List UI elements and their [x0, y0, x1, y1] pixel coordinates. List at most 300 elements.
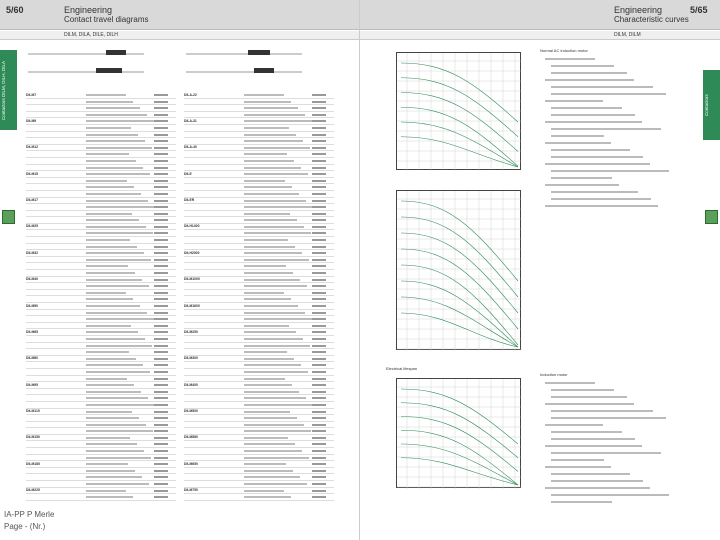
table-row [184, 224, 334, 231]
table-row [26, 356, 176, 363]
table-row [184, 310, 334, 317]
row-text-line [244, 134, 296, 136]
characteristic-curve [401, 297, 518, 347]
table-row [184, 402, 334, 409]
left-book-icon [2, 210, 15, 224]
panel-text-line [551, 410, 653, 412]
row-value [154, 470, 168, 472]
characteristic-curve [401, 78, 518, 137]
row-text-line [86, 259, 151, 261]
row-value [312, 397, 326, 399]
row-value [312, 193, 326, 195]
table-row [26, 290, 176, 297]
characteristic-curve [401, 122, 518, 167]
row-value [154, 219, 168, 221]
left-diagram-box [26, 44, 146, 85]
row-label: DILM32 [26, 250, 39, 255]
row-text-line [244, 391, 299, 393]
table-row [184, 230, 334, 237]
row-text-line [244, 463, 286, 465]
row-value [154, 140, 168, 142]
row-text-line [244, 101, 291, 103]
row-label: DILM250 [184, 329, 198, 334]
characteristic-curve [401, 313, 518, 347]
table-row [26, 112, 176, 119]
row-value [312, 160, 326, 162]
left-travel-diagram [26, 44, 146, 84]
row-text-line [244, 325, 289, 327]
row-text-line [244, 457, 309, 459]
row-value [312, 134, 326, 136]
row-value [312, 364, 326, 366]
row-value [154, 476, 168, 478]
row-text-line [86, 213, 132, 215]
row-value [312, 292, 326, 294]
table-row [184, 211, 334, 218]
table-row [26, 395, 176, 402]
table-row [26, 310, 176, 317]
panel-text-line [545, 487, 650, 489]
row-text-line [86, 200, 148, 202]
table-row [26, 349, 176, 356]
table-row [26, 488, 176, 495]
panel-text-line [545, 142, 611, 144]
row-text-line [86, 285, 149, 287]
row-label: DILM17 [26, 198, 39, 202]
right-page-number: 5/65 [690, 5, 708, 15]
row-value [154, 153, 168, 155]
table-row [26, 145, 176, 152]
row-text-line [244, 331, 296, 333]
row-text-line [244, 378, 285, 380]
table-row [26, 125, 176, 132]
row-value [312, 239, 326, 241]
left-side-tab: Contactors DILM, DILH, DILA [0, 50, 17, 130]
row-value [154, 127, 168, 129]
row-text-line [244, 186, 292, 188]
table-row [26, 296, 176, 303]
row-text-line [86, 345, 152, 347]
row-label: DILH1400 [184, 224, 200, 229]
table-row [26, 211, 176, 218]
row-text-line [86, 107, 140, 109]
row-text-line [86, 252, 144, 254]
row-value [154, 186, 168, 188]
table-row [184, 112, 334, 119]
row-label: DILH2000 [184, 250, 200, 255]
row-value [312, 404, 326, 406]
row-text-line [86, 351, 129, 353]
row-text-line [244, 107, 298, 109]
table-row [26, 468, 176, 475]
row-text-line [244, 246, 295, 248]
row-value [312, 470, 326, 472]
table-row [184, 395, 334, 402]
row-text-line [244, 292, 284, 294]
table-row [26, 204, 176, 211]
row-value [312, 463, 326, 465]
row-value [154, 345, 168, 347]
row-label: DILE [184, 171, 192, 176]
row-value [312, 417, 326, 419]
row-text-line [244, 430, 311, 432]
table-row [26, 171, 176, 178]
row-value [154, 246, 168, 248]
panel-text-line [551, 135, 604, 137]
row-value [154, 312, 168, 314]
right-contact-table [184, 92, 334, 501]
row-text-line [86, 490, 126, 492]
table-row [26, 316, 176, 323]
table-row [184, 461, 334, 468]
row-text-line [86, 411, 132, 413]
row-label: DILA-31 [184, 118, 197, 123]
panel-text-line [545, 205, 658, 207]
row-text-line [86, 239, 130, 241]
row-value [312, 279, 326, 281]
row-label: DILM185 [26, 461, 40, 466]
panel-text-line [545, 100, 603, 102]
row-value [154, 101, 168, 103]
row-label: DILM115 [26, 409, 40, 413]
row-text-line [86, 384, 134, 386]
row-text-line [244, 483, 307, 485]
row-text-line [86, 437, 130, 439]
row-text-line [86, 338, 145, 340]
row-text-line [86, 371, 150, 373]
row-text-line [86, 463, 128, 465]
row-text-line [86, 206, 155, 208]
row-value [312, 384, 326, 386]
row-text-line [244, 114, 305, 116]
table-row [184, 191, 334, 198]
row-text-line [86, 292, 126, 294]
panel-text-line [551, 396, 627, 398]
row-text-line [86, 470, 135, 472]
row-text-line [86, 476, 142, 478]
table-row [26, 474, 176, 481]
table-row [184, 178, 334, 185]
table-row [26, 323, 176, 330]
table-row [184, 494, 334, 501]
table-row [184, 125, 334, 132]
panel-text-line [545, 79, 634, 81]
row-value [154, 384, 168, 386]
panel-text-line [545, 382, 595, 384]
row-value [312, 101, 326, 103]
table-row [26, 329, 176, 336]
table-row [184, 415, 334, 422]
panel-text-line [551, 149, 630, 151]
row-text-line [244, 127, 289, 129]
row-text-line [244, 404, 313, 406]
row-text-line [244, 140, 303, 142]
row-text-line [244, 252, 302, 254]
row-value [154, 391, 168, 393]
table-row [184, 158, 334, 165]
table-row [184, 428, 334, 435]
row-value [312, 120, 326, 122]
row-text-line [86, 153, 129, 155]
row-value [312, 378, 326, 380]
row-value [154, 285, 168, 287]
left-contact-table [26, 92, 176, 501]
row-value [312, 450, 326, 452]
right-diagram-box [184, 44, 304, 85]
row-value [154, 424, 168, 426]
characteristic-curve [401, 93, 518, 152]
table-row [184, 336, 334, 343]
table-row [26, 270, 176, 277]
row-label: DILM12 [26, 145, 39, 150]
table-row [184, 356, 334, 363]
row-text-line [86, 443, 137, 445]
row-value [312, 200, 326, 202]
row-label: DILM7 [26, 92, 37, 97]
row-label: DILM750 [184, 488, 198, 493]
table-row [184, 303, 334, 310]
row-label: DILM80 [26, 356, 39, 361]
row-text-line [86, 265, 128, 267]
row-text-line [86, 358, 136, 360]
panel-text-line [551, 114, 635, 116]
panel-text-line [551, 177, 612, 179]
row-value [312, 305, 326, 307]
row-value [312, 114, 326, 116]
table-row [26, 165, 176, 172]
panel-text-line [545, 466, 611, 468]
row-value [154, 120, 168, 122]
panel-text-line [545, 184, 619, 186]
chart-2-svg [397, 191, 522, 351]
row-value [154, 404, 168, 406]
table-row [184, 382, 334, 389]
row-text-line [86, 193, 141, 195]
table-row [184, 435, 334, 442]
right-side-tab: Contactors [703, 70, 720, 140]
left-page-number: 5/60 [6, 5, 24, 15]
row-text-line [86, 272, 135, 274]
row-text-line [244, 173, 308, 175]
panel-text-line [551, 107, 622, 109]
panel-text-line [551, 494, 669, 496]
row-value [154, 272, 168, 274]
row-text-line [244, 265, 286, 267]
row-text-line [244, 120, 312, 122]
row-text-line [244, 437, 288, 439]
row-value [154, 483, 168, 485]
row-text-line [244, 147, 310, 149]
row-text-line [86, 147, 152, 149]
table-row [26, 191, 176, 198]
row-label: DILM400 [184, 382, 198, 387]
row-value [312, 424, 326, 426]
panel-text-line [551, 389, 614, 391]
row-text-line [244, 232, 311, 234]
right-page-title: Engineering [614, 5, 663, 15]
table-row [26, 105, 176, 112]
footer-page: Page - (Nr.) [4, 522, 46, 531]
row-value [154, 200, 168, 202]
row-text-line [86, 180, 127, 182]
row-value [154, 160, 168, 162]
row-value [154, 411, 168, 413]
row-text-line [244, 213, 290, 215]
row-value [154, 298, 168, 300]
row-text-line [86, 312, 147, 314]
row-label: DILM300 [184, 356, 198, 361]
row-text-line [244, 226, 304, 228]
row-text-line [86, 94, 126, 96]
characteristic-curve [401, 265, 518, 345]
row-text-line [244, 298, 291, 300]
panel-text-line [545, 445, 642, 447]
table-row [184, 263, 334, 270]
table-row [26, 257, 176, 264]
table-row [26, 382, 176, 389]
panel-text-line [551, 473, 630, 475]
row-value [154, 358, 168, 360]
table-row [26, 435, 176, 442]
table-row [26, 362, 176, 369]
right-page-subtitle: Characteristic curves [614, 15, 689, 24]
row-text-line [86, 279, 142, 281]
table-row [26, 448, 176, 455]
row-value [312, 140, 326, 142]
row-value [312, 318, 326, 320]
table-row [26, 184, 176, 191]
table-row [26, 178, 176, 185]
row-text-line [86, 167, 143, 169]
table-row [26, 198, 176, 205]
row-value [154, 292, 168, 294]
panel-text-line [551, 480, 643, 482]
table-row [26, 118, 176, 125]
table-row [184, 422, 334, 429]
row-value [154, 252, 168, 254]
row-text-line [244, 384, 292, 386]
row-value [312, 226, 326, 228]
row-value [154, 134, 168, 136]
panel-text-line [551, 86, 653, 88]
row-value [312, 246, 326, 248]
table-row [184, 250, 334, 257]
row-text-line [244, 318, 312, 320]
table-row [26, 389, 176, 396]
row-value [154, 463, 168, 465]
row-text-line [244, 338, 303, 340]
panel-text-line [551, 452, 661, 454]
row-text-line [86, 325, 131, 327]
table-row [184, 145, 334, 152]
row-value [312, 285, 326, 287]
row-value [312, 153, 326, 155]
row-text-line [244, 272, 293, 274]
row-text-line [244, 206, 313, 208]
table-row [184, 92, 334, 99]
row-value [312, 259, 326, 261]
table-row [26, 376, 176, 383]
row-value [312, 483, 326, 485]
row-label: DILM1600 [184, 303, 200, 308]
row-value [154, 450, 168, 452]
characteristic-curve [401, 63, 518, 122]
row-text-line [86, 331, 138, 333]
row-text-line [244, 371, 308, 373]
row-value [312, 180, 326, 182]
panel-text-line [551, 170, 669, 172]
row-text-line [86, 378, 127, 380]
characteristic-chart-3 [396, 378, 521, 488]
row-text-line [86, 226, 146, 228]
row-text-line [244, 470, 293, 472]
row-text-line [86, 127, 131, 129]
table-row [184, 198, 334, 205]
table-row [184, 474, 334, 481]
row-label: DILM40 [26, 277, 39, 282]
characteristic-chart-2 [396, 190, 521, 350]
row-value [154, 338, 168, 340]
row-value [312, 206, 326, 208]
row-value [154, 259, 168, 261]
row-text-line [86, 186, 134, 188]
row-text-line [244, 167, 301, 169]
table-row [26, 151, 176, 158]
row-label: DILM50 [26, 303, 39, 308]
table-row [26, 99, 176, 106]
row-label: DILA-40 [184, 145, 197, 150]
characteristic-curve [401, 137, 518, 167]
row-label: DILM580 [184, 435, 198, 440]
table-row [184, 184, 334, 191]
panel-text-line [551, 65, 614, 67]
table-row [184, 244, 334, 251]
table-row [184, 448, 334, 455]
table-row [26, 158, 176, 165]
row-value [312, 443, 326, 445]
panel-text-line [551, 431, 622, 433]
left-page-title: Engineering [64, 5, 113, 15]
table-row [184, 362, 334, 369]
row-text-line [244, 450, 302, 452]
table-row [26, 409, 176, 416]
right-series: DILM, DILM [614, 32, 641, 38]
row-value [154, 371, 168, 373]
row-text-line [86, 219, 139, 221]
table-row [184, 329, 334, 336]
page-gutter [359, 0, 360, 540]
row-value [312, 345, 326, 347]
row-value [312, 127, 326, 129]
row-value [312, 457, 326, 459]
row-value [312, 94, 326, 96]
chart-3-svg [397, 379, 522, 489]
row-text-line [86, 483, 149, 485]
characteristic-curve [401, 430, 518, 485]
table-row [26, 336, 176, 343]
panel-text-line [545, 121, 642, 123]
row-text-line [86, 101, 133, 103]
table-row [184, 151, 334, 158]
table-row [26, 263, 176, 270]
table-row [26, 422, 176, 429]
row-text-line [244, 160, 294, 162]
table-row [184, 138, 334, 145]
row-value [154, 351, 168, 353]
row-value [312, 219, 326, 221]
row-value [154, 443, 168, 445]
row-value [312, 147, 326, 149]
